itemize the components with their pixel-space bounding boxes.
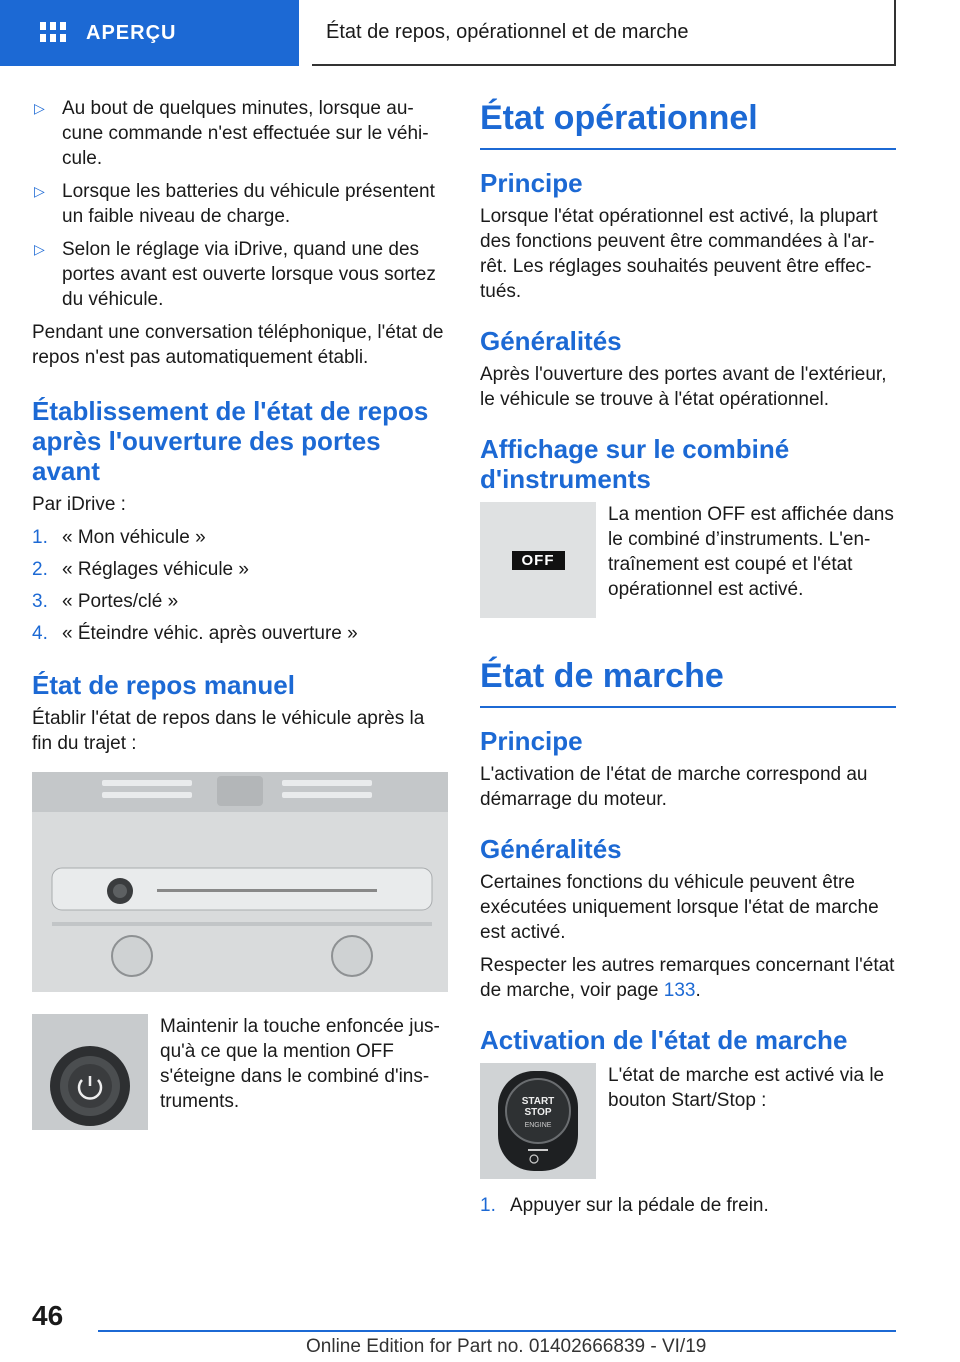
heading-general-2: Généralités (480, 834, 622, 864)
right-column (480, 96, 896, 1225)
power-knob-image (32, 1014, 148, 1130)
heading-manual-rest: État de repos manuel (32, 670, 295, 700)
bullet-item: ▷ Selon le réglage via iDrive, quand une des portes avant est ouverte lorsque vous sortez du véhicule. (34, 239, 436, 310)
step-item: 3. « Portes/clé » (32, 591, 179, 612)
principle2-text: L'activation de l'état de marche correspond au démarrage du moteur. (480, 764, 868, 810)
manual-rest-text: Établir l'état de repos dans le véhicule après la fin du trajet : (32, 708, 425, 754)
overview-button[interactable] (0, 0, 299, 66)
bullet-item: ▷ Au bout de quelques minutes, lorsque au-cune commande n'est effectuée sur le véhi-cule. (34, 98, 429, 169)
heading-driving-state: État de marche (480, 654, 896, 708)
heading-principle-2: Principe (480, 726, 583, 756)
step-item: 1. Appuyer sur la pédale de frein. (480, 1195, 769, 1216)
off-label: OFF (512, 551, 565, 570)
edition-text: Online Edition for Part no. 01402666839 - VI/19 (306, 1336, 707, 1357)
stop-label: STOP (524, 1107, 552, 1118)
heading-display: Affichage sur le combiné d'instruments (480, 434, 790, 494)
hold-button-text: Maintenir la touche enfoncée jus-qu'à ce que la mention OFF s'éteigne dans le combiné d'ins-truments. (160, 1016, 440, 1112)
page-number: 46 (32, 1300, 64, 1331)
respect-note: Respecter les autres remarques concernant l'état de marche, voir page 133. (480, 955, 895, 1001)
heading-principle: Principe (480, 168, 583, 198)
start-label: START (521, 1096, 555, 1107)
page-header (0, 0, 960, 66)
page-footer (0, 1290, 960, 1362)
principle-text: Lorsque l'état opérationnel est activé, la plupart des fonctions peuvent être commandées à l'ar-rêt. Les réglages souhaités peuvent être effec-tués. (480, 206, 878, 302)
left-column (32, 96, 448, 1138)
phone-note: Pendant une conversation téléphonique, l'état de repos n'est pas automatiquement établi. (32, 322, 444, 368)
start-stop-row (480, 1063, 896, 1179)
dashboard-controls-image (32, 772, 448, 992)
bullet-item: ▷ Lorsque les batteries du véhicule présentent un faible niveau de charge. (34, 181, 435, 227)
step-item: 2. « Réglages véhicule » (32, 559, 249, 580)
general2-text: Certaines fonctions du véhicule peuvent être exécutées uniquement lorsque l'état de marche est activé. (480, 872, 879, 943)
triangle-bullet-icon: ▷ (34, 241, 45, 257)
heading-activation: Activation de l'état de marche (480, 1025, 848, 1055)
chapter-title: État de repos, opérationnel et de marche (312, 0, 896, 66)
heading-establish-rest: Établissement de l'état de repos après l'ouverture des portes avant (32, 396, 429, 486)
display-text: La mention OFF est affichée dans le combiné d’instruments. L'en-traînement est coupé et l'état opérationnel est activé. (608, 504, 894, 600)
triangle-bullet-icon: ▷ (34, 183, 45, 199)
engine-label: ENGINE (524, 1122, 552, 1129)
triangle-bullet-icon: ▷ (34, 100, 45, 116)
overview-label: APERÇU (86, 21, 177, 44)
off-indicator-image (480, 502, 596, 618)
step-item: 1. « Mon véhicule » (32, 527, 206, 548)
off-display-row (480, 502, 896, 618)
general-text: Après l'ouverture des portes avant de l'extérieur, le véhicule se trouve à l'état opérationnel. (480, 364, 887, 410)
start-stop-button-image (480, 1063, 596, 1179)
step-item: 4. « Éteindre véhic. après ouverture » (32, 623, 358, 644)
grid-icon (40, 22, 66, 44)
footer-divider (98, 1330, 896, 1332)
power-button-row (32, 1014, 448, 1130)
heading-operational-state: État opérationnel (480, 96, 896, 150)
page-link[interactable]: 133 (663, 980, 696, 1001)
heading-general: Généralités (480, 326, 622, 356)
activation-text: L'état de marche est activé via le bouton Start/Stop : (608, 1065, 885, 1111)
via-idrive: Par iDrive : (32, 494, 126, 515)
